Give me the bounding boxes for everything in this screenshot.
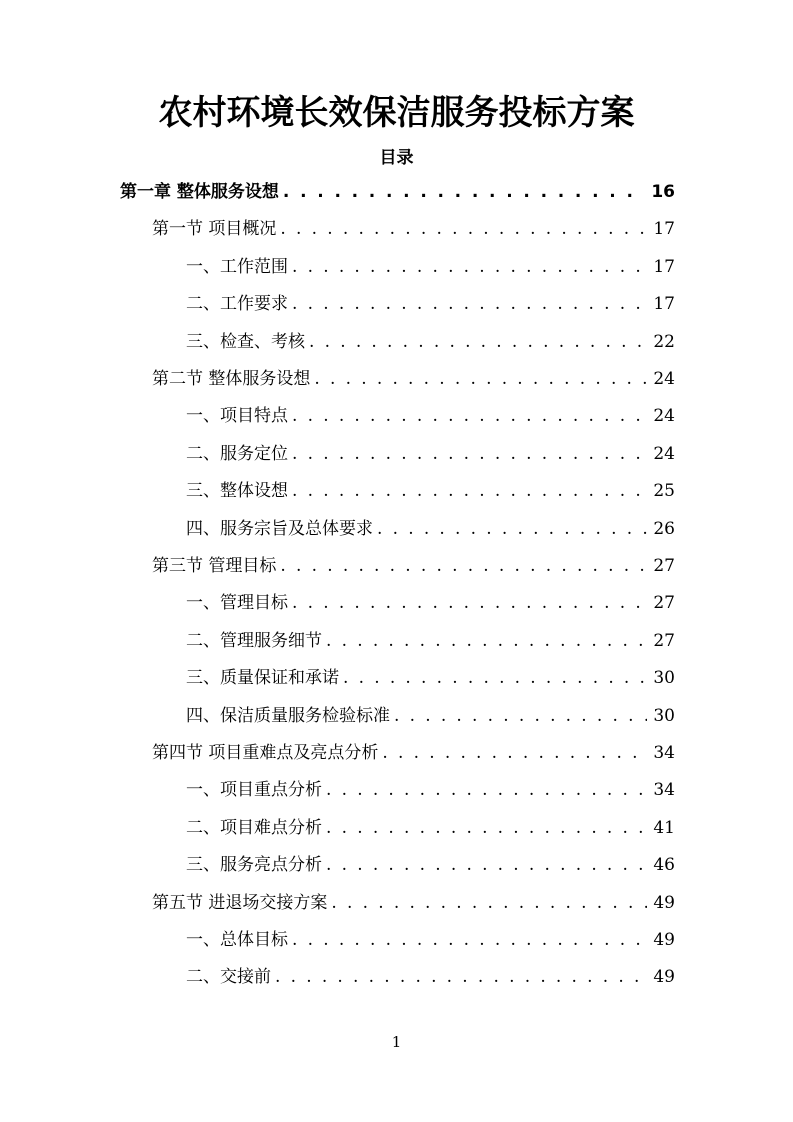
toc-entry[interactable] [186,585,675,622]
toc-entry-label: 第二节 整体服务设想 [152,369,311,389]
toc-entry-label: 二、工作要求 [186,294,288,315]
toc-entry[interactable] [186,473,675,510]
toc-entry-page-number: 24 [653,406,675,427]
toc-entry-label: 二、服务定位 [186,443,288,464]
toc-entry[interactable] [186,623,675,660]
toc-entry-page-number: 16 [651,182,675,202]
toc-dot-leader [331,885,647,922]
toc-entry-label: 第四节 项目重难点及亮点分析 [152,743,379,763]
toc-dot-leader [326,772,647,809]
toc-entry-label: 三、服务亮点分析 [186,855,322,876]
toc-dot-leader [283,174,645,211]
toc-entry-label: 第一节 项目概况 [152,219,277,240]
toc-entry[interactable] [152,548,675,585]
toc-entry-label: 一、项目特点 [186,406,288,427]
toc-entry[interactable] [152,735,675,772]
toc-heading: 目录 [379,148,414,168]
toc-dot-leader [314,361,647,398]
toc-dot-leader [377,511,647,548]
toc-entry[interactable] [186,511,675,548]
toc-entry[interactable] [186,922,675,959]
toc-entry-label: 二、管理服务细节 [186,630,322,651]
toc-entry[interactable] [152,361,675,398]
toc-dot-leader [292,473,647,510]
toc-entry-label: 一、项目重点分析 [186,780,322,801]
toc-entry[interactable] [186,810,675,847]
toc-entry[interactable] [186,249,675,286]
toc-entry[interactable] [120,174,675,211]
toc-entry-label: 第三节 管理目标 [152,556,277,576]
toc-dot-leader [292,398,647,435]
toc-dot-leader [292,922,647,959]
toc-entry-page-number: 17 [653,294,675,315]
toc-entry-label: 一、管理目标 [186,593,288,614]
toc-entry[interactable] [186,772,675,809]
toc-entry-page-number: 26 [653,518,675,539]
toc-entry-page-number: 30 [653,668,675,689]
toc-entry-label: 三、检查、考核 [186,331,305,352]
toc-entry-page-number: 24 [653,443,675,464]
toc-dot-leader [394,698,647,735]
toc-dot-leader [280,548,647,585]
toc-dot-leader [326,623,647,660]
toc-entry-page-number: 46 [653,855,675,876]
toc-entry-label: 四、保洁质量服务检验标准 [186,705,390,726]
toc-dot-leader [292,585,647,622]
toc-dot-leader [292,286,647,323]
toc-entry-label: 第五节 进退场交接方案 [152,892,328,913]
toc-entry[interactable] [152,211,675,248]
toc-dot-leader [326,810,647,847]
toc-dot-leader [309,324,647,361]
toc-entry[interactable] [186,959,675,996]
toc-entry-page-number: 30 [653,705,675,726]
toc-entry-page-number: 41 [653,817,675,838]
toc-dot-leader [382,735,647,772]
toc-dot-leader [326,847,647,884]
toc-entry[interactable] [186,660,675,697]
toc-entry-label: 二、交接前 [186,967,271,988]
toc-dot-leader [275,959,647,996]
toc-entry-label: 二、项目难点分析 [186,817,322,838]
toc-entry-label: 四、服务宗旨及总体要求 [186,518,373,539]
toc-dot-leader [343,660,647,697]
toc-entry-page-number: 17 [653,256,675,277]
toc-dot-leader [292,249,647,286]
toc-entry-page-number: 27 [653,593,675,614]
toc-entry[interactable] [152,885,675,922]
toc-dot-leader [280,211,647,248]
toc-entry-page-number: 27 [653,556,675,576]
toc-entry-label: 一、工作范围 [186,256,288,277]
document-title: 农村环境长效保洁服务投标方案 [158,93,635,133]
toc-entry-label: 三、整体设想 [186,481,288,502]
toc-entry[interactable] [186,324,675,361]
toc-entry[interactable] [186,398,675,435]
page-number: 1 [391,1033,402,1051]
toc-entry-page-number: 24 [653,369,675,389]
toc-entry-page-number: 49 [653,930,675,950]
toc-entry-page-number: 49 [653,892,675,913]
toc-entry-page-number: 27 [653,630,675,651]
toc-entry[interactable] [186,286,675,323]
toc-entry-label: 第一章 整体服务设想 [120,182,279,202]
toc-entry-page-number: 34 [653,743,675,763]
toc-entry[interactable] [186,698,675,735]
toc-entry-page-number: 25 [653,481,675,502]
toc-entry-label: 一、总体目标 [186,930,288,950]
toc-entry-page-number: 34 [653,780,675,801]
toc-entry[interactable] [186,436,675,473]
toc-entry-page-number: 22 [653,331,675,352]
toc-entry-page-number: 17 [653,219,675,240]
toc-entry-label: 三、质量保证和承诺 [186,668,339,689]
toc-entry[interactable] [186,847,675,884]
toc-entry-page-number: 49 [653,967,675,988]
toc-dot-leader [292,436,647,473]
